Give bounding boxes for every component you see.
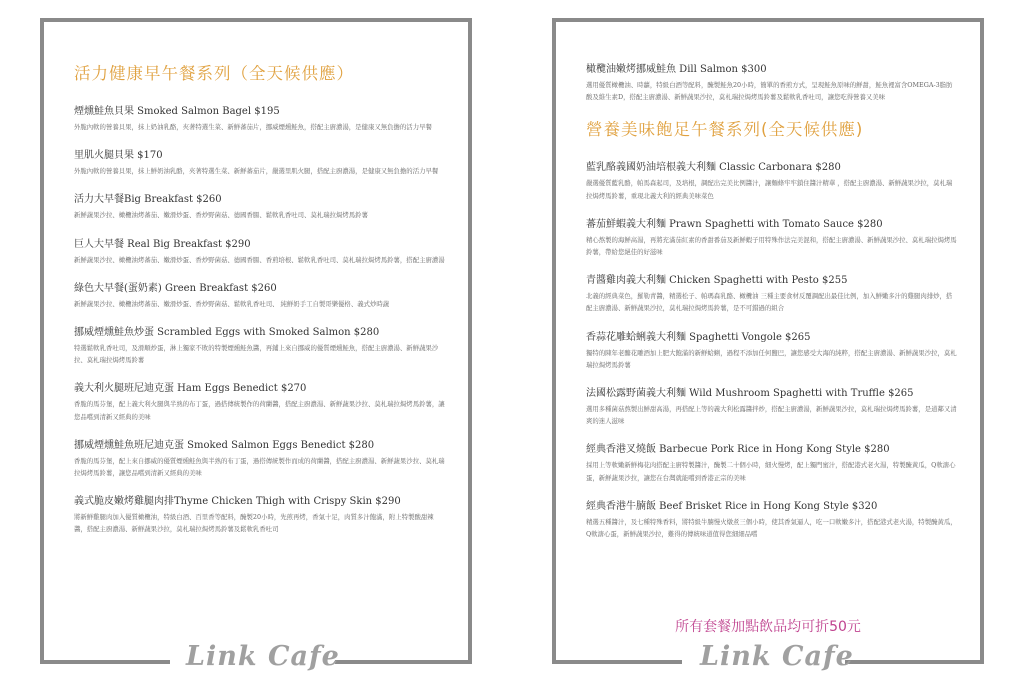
brand-logo-right: Link Cafe bbox=[700, 641, 854, 672]
menu-item-name: 巨人大早餐 Real Big Breakfast $290 bbox=[74, 238, 251, 250]
footer-divider bbox=[335, 660, 472, 664]
menu-item bbox=[74, 279, 446, 310]
menu-item-desc: 新鮮蔬果沙拉、橄欖油烤蕃茄、嫩滑炒蛋、香炒野菌菇、鬆軟乳香吐司、 純鮮奶手工自製哥樂優格、義式炒時蔬 bbox=[74, 299, 390, 308]
menu-item bbox=[74, 146, 446, 177]
menu-item-name: 藍乳酪義國奶油培根義大利麵 Classic Carbonara $280 bbox=[586, 162, 841, 174]
section-title-brunch: 活力健康早午餐系列（全天候供應） bbox=[74, 64, 354, 83]
footer-divider bbox=[552, 660, 682, 664]
menu-item-desc: 外脆內軟的營養貝果，抹上奶油乳酪，夾著特選生菜、新鮮蕃茄片，挪威煙燻鮭魚，搭配主廚濃湯，是健康又無負擔的活力早餐 bbox=[74, 123, 432, 131]
menu-item-name: 蕃茄鮮蝦義大利麵 Prawn Spaghetti with Tomato Sauce $280 bbox=[586, 218, 883, 230]
footer-divider bbox=[845, 660, 983, 664]
menu-item bbox=[586, 158, 958, 201]
promo-text: 所有套餐加點飲品均可折50元 bbox=[675, 619, 861, 635]
menu-item-desc: 外脆內軟的營養貝果，抹上鮮奶油乳酪，夾著特選生菜、新鮮蕃茄片，嚴選里肌火腿，搭配主廚濃湯，是健康又無負擔的活力早餐 bbox=[74, 167, 439, 176]
menu-item bbox=[74, 102, 446, 133]
menu-item bbox=[74, 492, 446, 535]
menu-item-name: 煙燻鮭魚貝果 Smoked Salmon Bagel $195 bbox=[74, 106, 280, 117]
menu-item bbox=[586, 440, 958, 483]
menu-item bbox=[74, 190, 446, 221]
menu-item-name: 法國松露野菌義大利麵 Wild Mushroom Spaghetti with Truffle $265 bbox=[586, 388, 914, 400]
menu-item-desc: 北義的經典菜色，羅勒青醬，精選松子、帕瑪森乳酪、橄欖油 三種主要食材反覆調配出最佳比例，加入鮮嫩多汁的雞腿肉排炒，搭配主廚濃湯、新鮮蔬果沙拉，莫札瑞拉焗烤馬鈴薯，是不可錯過的組合 bbox=[586, 292, 953, 313]
menu-item-desc: 嚴選優質藍乳酪，帕馬森起司，及培根，調配出完美比例醬汁，讓麵條牢牢鎖住醬汁精華 ，搭配主廚濃湯、新鮮蔬果沙拉，莫札瑞拉焗烤馬鈴薯，重現北義大利的經典美味菜色 bbox=[586, 179, 953, 200]
menu-item-desc: 精選五種醬汁，及七種特殊香料，將特級牛腩慢火燉煮三個小時，使其香氣逼人，吃一口軟嫩多汁，搭配港式老火湯，特製醃黃瓜，Q軟溏心蛋，新鮮蔬果沙拉，難得的傳統味道值得您細細品嚐 bbox=[586, 517, 957, 539]
menu-item bbox=[586, 497, 958, 540]
menu-item bbox=[586, 60, 958, 103]
menu-item-desc: 特選鬆軟乳香吐司，及滑順炒蛋，淋上獨家不敗的特製煙燻鮭魚醬，再鋪上來自挪威的優質煙燻鮭魚，搭配主廚濃湯、新鮮蔬果沙拉、莫札瑞拉焗烤馬鈴薯 bbox=[74, 344, 439, 365]
menu-item-name: 香蒜花雕蛤蜊義大利麵 Spaghetti Vongole $265 bbox=[586, 331, 811, 343]
menu-item-desc: 新鮮蔬果沙拉、橄欖油烤蕃茄、嫩滑炒蛋、香炒野菌菇、德國香腸、香煎培根、鬆軟乳香吐司、莫札瑞拉焗烤馬鈴薯，搭配主廚濃湯 bbox=[74, 255, 445, 264]
left-menu-content bbox=[74, 60, 446, 549]
menu-item bbox=[586, 384, 958, 427]
menu-item-desc: 精心熬製的海鮮高湯，再將充滿茄紅素的香甜番茄及新鮮蝦子用特殊作法完美混和，搭配主廚濃湯、新鮮蔬果沙拉、莫札瑞拉焗烤馬鈴薯，帶給您絕佳的好滋味 bbox=[586, 235, 957, 257]
menu-item-name: 青醬雞肉義大利麵 Chicken Spaghetti with Pesto $255 bbox=[586, 275, 848, 287]
menu-item bbox=[74, 379, 446, 422]
footer-divider bbox=[40, 660, 170, 664]
menu-item-desc: 選用優質橄欖油、時蘿，特級白酒等配料，醃製鮭魚20小時，簡單的香煎方式，呈現鮭魚原味的鮮甜，鮭魚裡富含OMEGA-3脂肪酸及維生素D，搭配主廚濃湯、新鮮蔬果沙拉，莫札瑞拉焗烤馬鈴薯及鬆軟乳香吐司，讓您吃得營養又美味 bbox=[586, 81, 953, 102]
menu-item-name: 經典香港叉燒飯 Barbecue Pork Rice in Hong Kong Style $280 bbox=[586, 444, 890, 456]
menu-item-name: 經典香港牛腩飯 Beef Brisket Rice in Hong Kong Style $320 bbox=[586, 500, 878, 512]
menu-item bbox=[586, 215, 958, 258]
menu-item-name: 挪威煙燻鮭魚炒蛋 Scrambled Eggs with Smoked Salmon $280 bbox=[74, 327, 380, 339]
menu-item bbox=[74, 323, 446, 366]
menu-item-name: 里肌火腿貝果 $170 bbox=[74, 150, 163, 162]
menu-item-desc: 採用上等軟嫩新鮮梅花肉搭配主廚特製醬汁，醃製二十個小時，細火慢烤，配上獨門蜜汁，搭配港式老火湯，特製醃黃瓜，Q軟溏心蛋，新鮮蔬果沙拉，讓您在台灣就能嚐到香港正宗的美味 bbox=[586, 461, 956, 482]
menu-item-desc: 新鮮蔬果沙拉、橄欖油烤蕃茄、嫩滑炒蛋、香炒野菌菇、德國香腸、鬆軟乳香吐司、莫札瑞拉焗烤馬鈴薯 bbox=[74, 211, 368, 220]
menu-page-right bbox=[552, 18, 984, 664]
menu-item-desc: 香脆的馬芬堡，配上來自挪威的優質煙燻鮭魚與半熟的布丁蛋，過搭傳統製作而成的荷蘭醬，搭配主廚濃湯、新鮮蔬果沙拉、莫札瑞拉焗烤馬鈴薯，讓您品嚐到清新又經典的美味 bbox=[74, 456, 445, 478]
menu-item-name: 綠色大早餐(蛋奶素) Green Breakfast $260 bbox=[74, 282, 277, 294]
menu-item bbox=[74, 235, 446, 266]
menu-item-name: 義大利火腿班尼迪克蛋 Ham Eggs Benedict $270 bbox=[74, 383, 307, 395]
menu-item-desc: 選用多種菌菇熬製出鮮甜高湯，再搭配上等的義大利松露醬拌炒，搭配主廚濃湯，新鮮蔬果沙拉，莫札瑞拉焗烤馬鈴薯，是道鄰又清爽的迷人滋味 bbox=[586, 405, 957, 426]
menu-item-name: 義式脆皮嫩烤雞腿肉排Thyme Chicken Thigh with Crispy Skin $290 bbox=[74, 496, 401, 508]
menu-item-desc: 香脆的馬芬堡，配上義大利火腿與半熟的布丁蛋，過搭傳統製作的荷蘭醬，搭配主廚濃湯、新鮮蔬果沙拉、莫札瑞拉焗烤馬鈴薯，讓您品嚐到清新又經典的美味 bbox=[74, 400, 445, 421]
menu-item bbox=[586, 328, 958, 371]
menu-item bbox=[74, 436, 446, 479]
right-menu-content bbox=[586, 60, 958, 553]
brand-logo-left: Link Cafe bbox=[186, 641, 340, 672]
menu-item-name: 活力大早餐Big Breakfast $260 bbox=[74, 194, 222, 206]
menu-item-name: 橄欖油嫩烤挪威鮭魚 Dill Salmon $300 bbox=[586, 64, 767, 75]
menu-item bbox=[586, 271, 958, 314]
section-title-lunch: 營養美味飽足午餐系列(全天候供應) bbox=[586, 120, 864, 140]
menu-item-desc: 獨特的陳年老醣花雕酒加上肥大飽滿的新鮮蛤蜊，過程不添加任何鹽巴，讓您感受大海的純粹，搭配主廚濃湯、新鮮蔬果沙拉，莫札瑞拉焗烤馬鈴薯 bbox=[586, 348, 957, 369]
menu-page-left bbox=[40, 18, 472, 664]
menu-item-desc: 將新鮮雞腿肉加入優質橄欖油，特級白酒、百里香等配料，醃製20小時，先煎再烤，香氣十足，肉質多汁飽滿，附上特製酸甜辣醬，搭配主廚濃湯、新鮮蔬果沙拉，莫札瑞拉焗烤馬鈴薯及鬆軟乳香吐司 bbox=[74, 513, 434, 534]
menu-item-name: 挪威煙燻鮭魚班尼迪克蛋 Smoked Salmon Eggs Benedict $280 bbox=[74, 439, 375, 451]
